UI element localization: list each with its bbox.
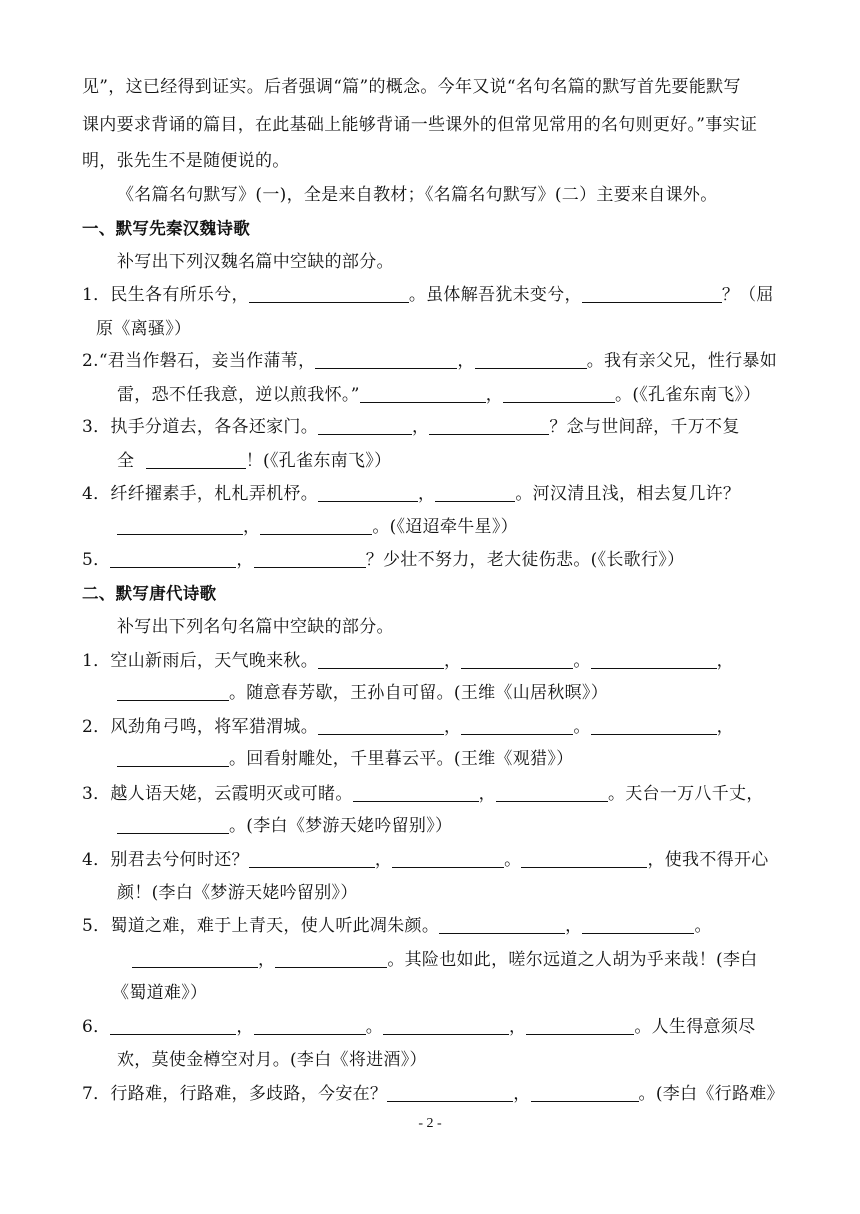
answer-blank[interactable] bbox=[591, 651, 717, 669]
question-line: 4．别君去兮何时还？ ， 。 ，使我不得开心 bbox=[82, 850, 769, 870]
answer-blank[interactable] bbox=[435, 484, 515, 502]
question-line: 6． ， 。 ， 。人生得意须尽 bbox=[82, 1017, 756, 1037]
intro-line bbox=[82, 76, 741, 98]
answer-blank[interactable] bbox=[117, 816, 229, 834]
answer-blank[interactable] bbox=[360, 385, 486, 403]
question-line: 颜！(李白《梦游天姥吟留别》） bbox=[117, 883, 358, 903]
text: 明，张先生不是随便说的。 bbox=[82, 151, 290, 171]
answer-blank[interactable] bbox=[439, 916, 565, 934]
section-heading: 二、默写唐代诗歌 bbox=[82, 584, 217, 603]
answer-blank[interactable] bbox=[318, 417, 412, 435]
question-line: 1．民生各有所乐兮， 。虽体解吾犹未变兮， ？（屈 bbox=[82, 285, 774, 305]
question-line: 。(李白《梦游天姥吟留别》） bbox=[117, 815, 452, 837]
question-line: 4．纤纤擢素手，札札弄机杼。 ， 。河汉清且浅，相去复几许？ bbox=[82, 484, 741, 504]
text: 课内要求背诵的篇目，在此基础上能够背诵一些课外的但常见常用的名句则更好。”事实证 bbox=[82, 115, 758, 135]
question-line: 5． ， ？少壮不努力，老大徒伤悲。(《长歌行》） bbox=[82, 550, 685, 570]
question-line: 3．执手分道去，各各还家门。 ， ？念与世间辞，千万不复 bbox=[82, 417, 740, 437]
question-line: 7．行路难，行路难，多歧路，今安在？ ， 。(李白《行路难》 bbox=[82, 1084, 784, 1104]
question-line: ， 。其险也如此，嗟尔远道之人胡为乎来哉！(李白 bbox=[132, 949, 758, 971]
answer-blank[interactable] bbox=[582, 916, 694, 934]
answer-blank[interactable] bbox=[318, 717, 444, 735]
answer-blank[interactable] bbox=[318, 651, 444, 669]
answer-blank[interactable] bbox=[503, 385, 615, 403]
answer-blank[interactable] bbox=[254, 550, 366, 568]
intro-line bbox=[82, 150, 290, 172]
answer-blank[interactable] bbox=[249, 850, 375, 868]
question-line: 雷，恐不任我意，逆以煎我怀。” ， 。(《孔雀东南飞》） bbox=[117, 385, 761, 405]
page-number: - 2 - bbox=[418, 1116, 442, 1131]
question-line: 2．风劲角弓鸣，将军猎渭城。 ， 。 ， bbox=[82, 717, 734, 737]
answer-blank[interactable] bbox=[392, 850, 504, 868]
text: 见”，这已经得到证实。后者强调“篇”的概念。今年又说“名句名篇的默写首先要能默写 bbox=[82, 77, 741, 97]
answer-blank[interactable] bbox=[496, 784, 608, 802]
answer-blank[interactable] bbox=[260, 517, 372, 535]
answer-blank[interactable] bbox=[475, 351, 587, 369]
answer-blank[interactable] bbox=[521, 850, 647, 868]
answer-blank[interactable] bbox=[117, 683, 229, 701]
answer-blank[interactable] bbox=[132, 950, 258, 968]
answer-blank[interactable] bbox=[117, 517, 243, 535]
question-line: 原《离骚》） bbox=[96, 319, 192, 339]
answer-blank[interactable] bbox=[582, 285, 722, 303]
question-line: 5．蜀道之难，难于上青天，使人听此凋朱颜。 ， 。 bbox=[82, 916, 712, 936]
answer-blank[interactable] bbox=[249, 285, 409, 303]
answer-blank[interactable] bbox=[254, 1017, 366, 1035]
text: 《名篇名句默写》(一)，全是来自教材；《名篇名句默写》(二）主要来自课外。 bbox=[117, 185, 718, 205]
intro-line bbox=[82, 114, 757, 136]
answer-blank[interactable] bbox=[383, 1017, 509, 1035]
answer-blank[interactable] bbox=[110, 1017, 236, 1035]
answer-blank[interactable] bbox=[387, 1084, 513, 1102]
question-line: 2.“君当作磐石，妾当作蒲苇， ， 。我有亲父兄，性行暴如 bbox=[82, 351, 778, 371]
answer-blank[interactable] bbox=[461, 651, 573, 669]
answer-blank[interactable] bbox=[275, 950, 387, 968]
answer-blank[interactable] bbox=[146, 451, 246, 469]
answer-blank[interactable] bbox=[526, 1017, 634, 1035]
answer-blank[interactable] bbox=[429, 417, 549, 435]
answer-blank[interactable] bbox=[461, 717, 573, 735]
question-line: 。随意春芳歇，王孙自可留。(王维《山居秋暝》） bbox=[117, 682, 608, 704]
question-line: 3．越人语天姥，云霞明灭或可睹。 ， 。天台一万八千丈， bbox=[82, 784, 764, 804]
question-line: 《蜀道难》） bbox=[112, 983, 208, 1003]
intro-line bbox=[117, 184, 718, 206]
answer-blank[interactable] bbox=[318, 484, 418, 502]
question-line: 全 ！(《孔雀东南飞》） bbox=[117, 451, 392, 471]
answer-blank[interactable] bbox=[315, 351, 457, 369]
answer-blank[interactable] bbox=[117, 749, 229, 767]
section-instruction: 补写出下列汉魏名篇中空缺的部分。 bbox=[117, 252, 394, 272]
question-line: 1．空山新雨后，天气晚来秋。 ， 。 ， bbox=[82, 651, 734, 671]
answer-blank[interactable] bbox=[353, 784, 479, 802]
answer-blank[interactable] bbox=[531, 1084, 639, 1102]
question-line: 欢，莫使金樽空对月。(李白《将进酒》） bbox=[117, 1050, 427, 1070]
question-line: 。回看射雕处，千里暮云平。(王维《观猎》） bbox=[117, 748, 573, 770]
section-heading: 一、默写先秦汉魏诗歌 bbox=[82, 219, 250, 238]
question-line: ， 。(《迢迢牵牛星》） bbox=[117, 516, 518, 538]
section-instruction: 补写出下列名句名篇中空缺的部分。 bbox=[117, 617, 394, 637]
answer-blank[interactable] bbox=[591, 717, 717, 735]
answer-blank[interactable] bbox=[110, 550, 236, 568]
